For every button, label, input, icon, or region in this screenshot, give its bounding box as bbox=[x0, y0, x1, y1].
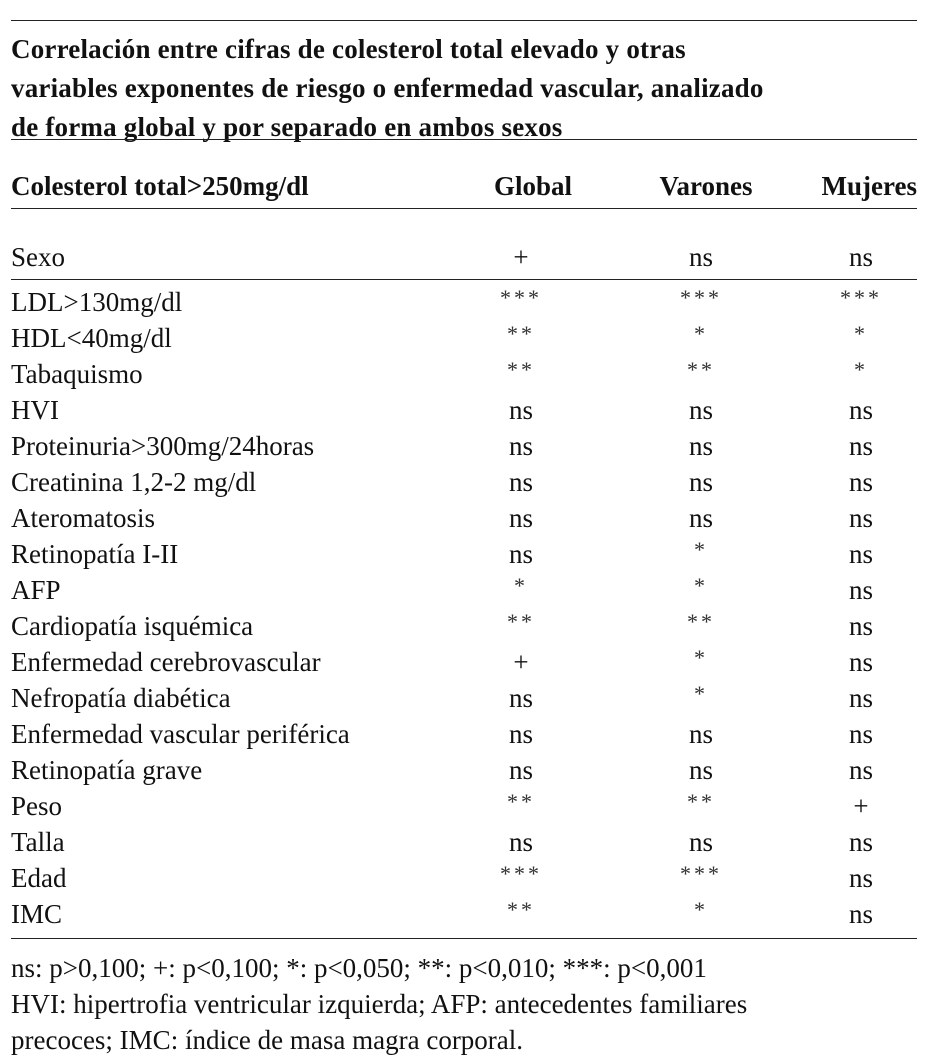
table-row bbox=[11, 791, 917, 827]
cell-mujeres: ns bbox=[848, 647, 873, 677]
table-bottom-rule bbox=[11, 938, 917, 939]
row-label: Proteinuria>300mg/24horas bbox=[11, 431, 315, 461]
cell-global: + bbox=[513, 242, 529, 272]
cell-global: ** bbox=[507, 357, 535, 382]
cell-mujeres: ns bbox=[848, 242, 873, 272]
row-label: Nefropatía diabética bbox=[11, 683, 231, 713]
table-row bbox=[11, 323, 917, 359]
table-row bbox=[11, 899, 917, 935]
cell-mujeres: *** bbox=[840, 285, 882, 310]
row-label: Talla bbox=[11, 827, 65, 857]
table-row bbox=[11, 827, 917, 863]
cell-varones: ns bbox=[688, 827, 713, 857]
header-mujeres: Mujeres bbox=[821, 171, 917, 201]
header-bottom-rule bbox=[11, 208, 917, 209]
row-label: Retinopatía grave bbox=[11, 755, 203, 785]
cell-global: ns bbox=[508, 683, 533, 713]
table-row bbox=[11, 503, 917, 539]
cell-varones: ** bbox=[687, 609, 715, 634]
table-row bbox=[11, 287, 917, 323]
cell-global: ** bbox=[507, 321, 535, 346]
cell-global: ns bbox=[508, 719, 533, 749]
row-label: Peso bbox=[11, 791, 63, 821]
table-row bbox=[11, 431, 917, 467]
cell-mujeres: ns bbox=[848, 899, 873, 929]
cell-global: ns bbox=[508, 431, 533, 461]
cell-global: * bbox=[514, 573, 528, 598]
cell-global: ns bbox=[508, 503, 533, 533]
header-global: Global bbox=[493, 171, 573, 201]
cell-mujeres: ns bbox=[848, 755, 873, 785]
title-line: variables exponentes de riesgo o enfermedad vascular, analizado bbox=[11, 73, 764, 103]
row-label: AFP bbox=[11, 575, 61, 605]
row-label: Cardiopatía isquémica bbox=[11, 611, 254, 641]
cell-global: *** bbox=[500, 285, 542, 310]
top-rule bbox=[11, 20, 917, 21]
row-label: Enfermedad vascular periférica bbox=[11, 719, 350, 749]
row-label: Edad bbox=[11, 863, 67, 893]
table-row bbox=[11, 719, 917, 755]
footnotes bbox=[11, 950, 917, 1058]
row-label: Retinopatía I-II bbox=[11, 539, 179, 569]
table-title bbox=[11, 30, 917, 147]
cell-mujeres: + bbox=[853, 791, 869, 821]
cell-mujeres: ns bbox=[848, 395, 873, 425]
row-label: HDL<40mg/dl bbox=[11, 323, 172, 353]
column-header-row bbox=[11, 167, 917, 207]
cell-varones: * bbox=[694, 897, 708, 922]
row-label: HVI bbox=[11, 395, 59, 425]
cell-global: ** bbox=[507, 789, 535, 814]
sex-row bbox=[11, 242, 917, 278]
title-line: Correlación entre cifras de colesterol total elevado y otras bbox=[11, 34, 686, 64]
cell-varones: * bbox=[694, 645, 708, 670]
row-label: Creatinina 1,2-2 mg/dl bbox=[11, 467, 257, 497]
table-row bbox=[11, 395, 917, 431]
cell-varones: ns bbox=[688, 467, 713, 497]
cell-varones: ns bbox=[688, 242, 713, 272]
cell-global: ** bbox=[507, 609, 535, 634]
cell-mujeres: * bbox=[854, 357, 868, 382]
table-row bbox=[11, 755, 917, 791]
table-row bbox=[11, 575, 917, 611]
row-label: Tabaquismo bbox=[11, 359, 143, 389]
header-varones: Varones bbox=[659, 171, 753, 201]
cell-mujeres: ns bbox=[848, 863, 873, 893]
cell-global: + bbox=[513, 647, 529, 677]
cell-mujeres: ns bbox=[848, 467, 873, 497]
cell-varones: *** bbox=[680, 285, 722, 310]
cell-varones: ns bbox=[688, 719, 713, 749]
cell-global: ns bbox=[508, 827, 533, 857]
table-row bbox=[11, 683, 917, 719]
cell-varones: * bbox=[694, 573, 708, 598]
cell-varones: ns bbox=[688, 431, 713, 461]
row-label: Sexo bbox=[11, 242, 65, 272]
cell-varones: * bbox=[694, 321, 708, 346]
row-label: Ateromatosis bbox=[11, 503, 155, 533]
cell-varones: ns bbox=[688, 755, 713, 785]
cell-mujeres: * bbox=[854, 321, 868, 346]
cell-mujeres: ns bbox=[848, 827, 873, 857]
title-bottom-rule bbox=[11, 139, 917, 140]
cell-mujeres: ns bbox=[848, 683, 873, 713]
table-row bbox=[11, 611, 917, 647]
cell-varones: ** bbox=[687, 789, 715, 814]
cell-mujeres: ns bbox=[848, 503, 873, 533]
cell-varones: * bbox=[694, 681, 708, 706]
cell-global: ns bbox=[508, 467, 533, 497]
table-row bbox=[11, 467, 917, 503]
header-label: Colesterol total>250mg/dl bbox=[11, 171, 309, 201]
cell-global: ns bbox=[508, 755, 533, 785]
cell-varones: ** bbox=[687, 357, 715, 382]
row-label: LDL>130mg/dl bbox=[11, 287, 183, 317]
cell-varones: * bbox=[694, 537, 708, 562]
cell-mujeres: ns bbox=[848, 611, 873, 641]
table-row bbox=[11, 539, 917, 575]
cell-global: ns bbox=[508, 395, 533, 425]
sex-row-rule bbox=[11, 279, 917, 280]
cell-varones: ns bbox=[688, 395, 713, 425]
cell-mujeres: ns bbox=[848, 575, 873, 605]
table-row bbox=[11, 647, 917, 683]
footnote-line: precoces; IMC: índice de masa magra corporal. bbox=[11, 1025, 524, 1055]
table-row bbox=[11, 863, 917, 899]
cell-varones: ns bbox=[688, 503, 713, 533]
cell-varones: *** bbox=[680, 861, 722, 886]
cell-global: ns bbox=[508, 539, 533, 569]
cell-global: *** bbox=[500, 861, 542, 886]
cell-mujeres: ns bbox=[848, 431, 873, 461]
cell-mujeres: ns bbox=[848, 539, 873, 569]
footnote-line: ns: p>0,100; +: p<0,100; *: p<0,050; **: p<0,010; ***: p<0,001 bbox=[11, 953, 707, 983]
row-label: IMC bbox=[11, 899, 63, 929]
footnote-line: HVI: hipertrofia ventricular izquierda; AFP: antecedentes familiares bbox=[11, 989, 748, 1019]
cell-global: ** bbox=[507, 897, 535, 922]
table-row bbox=[11, 359, 917, 395]
row-label: Enfermedad cerebrovascular bbox=[11, 647, 321, 677]
title-line: de forma global y por separado en ambos sexos bbox=[11, 112, 563, 142]
cell-mujeres: ns bbox=[848, 719, 873, 749]
